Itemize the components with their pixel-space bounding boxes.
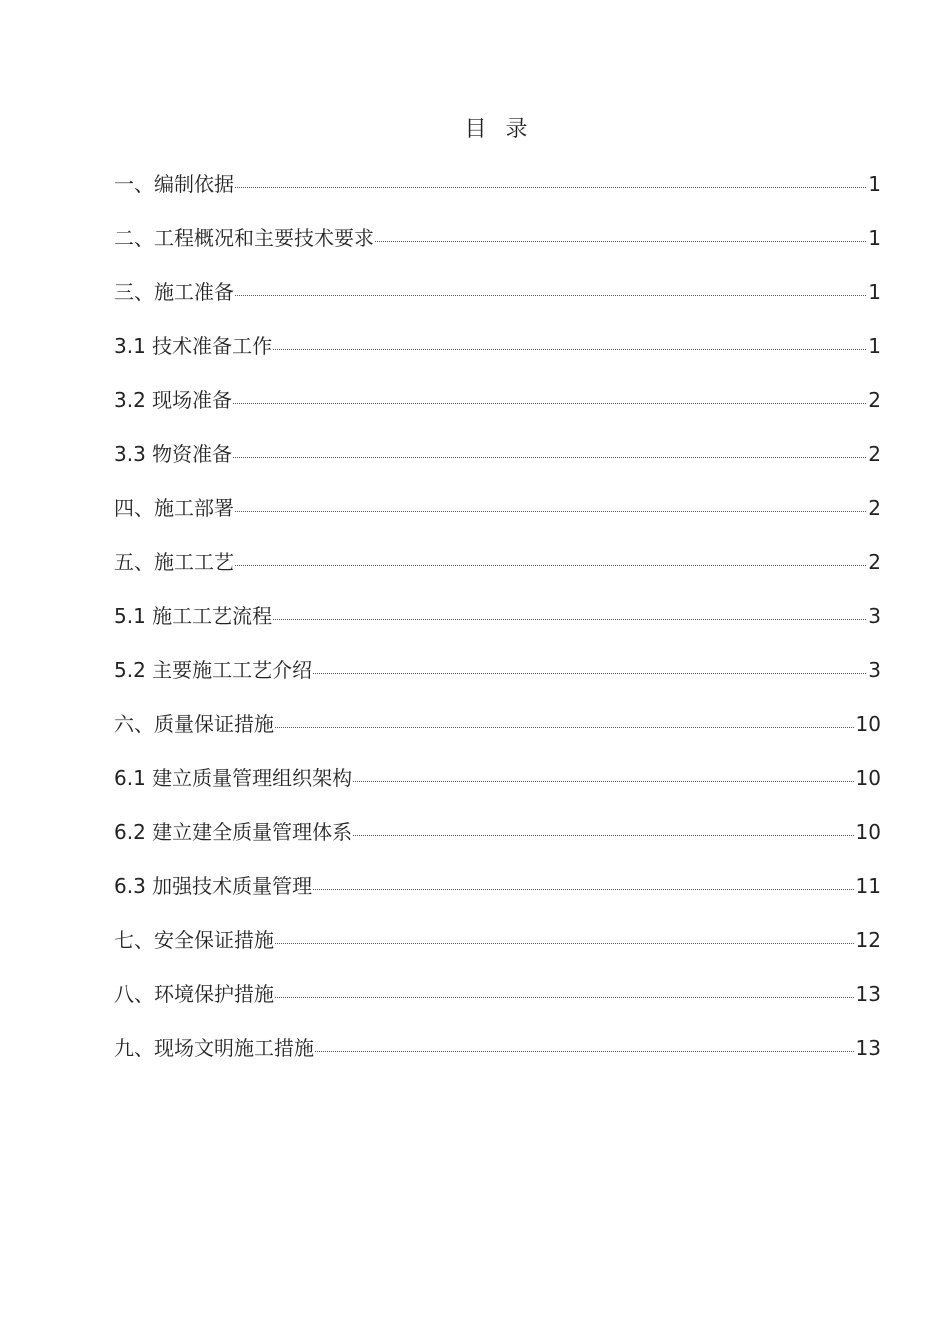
toc-dot-leader [315,1051,854,1052]
toc-entry[interactable] [114,760,881,814]
toc-entry[interactable] [114,436,881,490]
toc-dot-leader [235,511,866,512]
table-of-contents [114,166,881,1084]
toc-entry[interactable] [114,868,881,922]
toc-entry-page: 11 [855,874,881,898]
toc-entry[interactable] [114,490,881,544]
toc-entry-label: 6.2 建立建全质量管理体系 [114,820,353,844]
toc-dot-leader [313,673,866,674]
toc-entry[interactable] [114,1030,881,1084]
toc-entry-label: 五、施工工艺 [114,550,234,574]
toc-entry-label: 六、质量保证措施 [114,712,274,736]
toc-dot-leader [233,403,866,404]
toc-dot-leader [233,457,866,458]
toc-entry[interactable] [114,922,881,976]
toc-entry[interactable] [114,652,881,706]
toc-entry[interactable] [114,220,881,274]
toc-entry-label: 5.1 施工工艺流程 [114,604,273,628]
toc-entry[interactable] [114,382,881,436]
toc-dot-leader [275,997,854,998]
toc-entry-page: 2 [868,496,881,520]
toc-entry-page: 2 [868,388,881,412]
toc-entry-page: 1 [868,172,881,196]
toc-entry-page: 10 [855,712,881,736]
toc-entry[interactable] [114,544,881,598]
toc-dot-leader [273,619,866,620]
toc-entry[interactable] [114,166,881,220]
toc-entry-page: 13 [855,982,881,1006]
toc-dot-leader [353,781,853,782]
toc-entry[interactable] [114,598,881,652]
toc-entry-label: 6.1 建立质量管理组织架构 [114,766,353,790]
toc-entry-page: 10 [855,766,881,790]
toc-dot-leader [313,889,853,890]
toc-entry[interactable] [114,814,881,868]
toc-entry-label: 5.2 主要施工工艺介绍 [114,658,313,682]
toc-entry-label: 6.3 加强技术质量管理 [114,874,313,898]
toc-dot-leader [275,943,854,944]
toc-entry-page: 12 [855,928,881,952]
toc-entry[interactable] [114,274,881,328]
toc-entry-page: 10 [855,820,881,844]
toc-entry-label: 八、环境保护措施 [114,982,274,1006]
toc-entry-label: 四、施工部署 [114,496,234,520]
toc-entry-page: 1 [868,280,881,304]
toc-entry-label: 二、工程概况和主要技术要求 [114,226,374,250]
toc-dot-leader [235,565,866,566]
toc-entry-page: 3 [868,604,881,628]
toc-entry-page: 1 [868,334,881,358]
toc-title: 目 录 [464,117,534,142]
toc-entry-page: 2 [868,442,881,466]
toc-entry-label: 九、现场文明施工措施 [114,1036,314,1060]
toc-dot-leader [235,295,866,296]
toc-entry[interactable] [114,706,881,760]
toc-entry-page: 3 [868,658,881,682]
toc-entry-page: 13 [855,1036,881,1060]
toc-entry[interactable] [114,976,881,1030]
toc-entry-label: 3.1 技术准备工作 [114,334,273,358]
toc-entry-label: 一、编制依据 [114,172,234,196]
toc-entry-label: 七、安全保证措施 [114,928,274,952]
toc-dot-leader [275,727,854,728]
toc-entry-page: 1 [868,226,881,250]
toc-entry-label: 三、施工准备 [114,280,234,304]
toc-dot-leader [273,349,866,350]
toc-dot-leader [375,241,866,242]
toc-entry-label: 3.2 现场准备 [114,388,233,412]
toc-entry[interactable] [114,328,881,382]
toc-entry-page: 2 [868,550,881,574]
toc-entry-label: 3.3 物资准备 [114,442,233,466]
toc-dot-leader [235,187,866,188]
toc-dot-leader [353,835,853,836]
